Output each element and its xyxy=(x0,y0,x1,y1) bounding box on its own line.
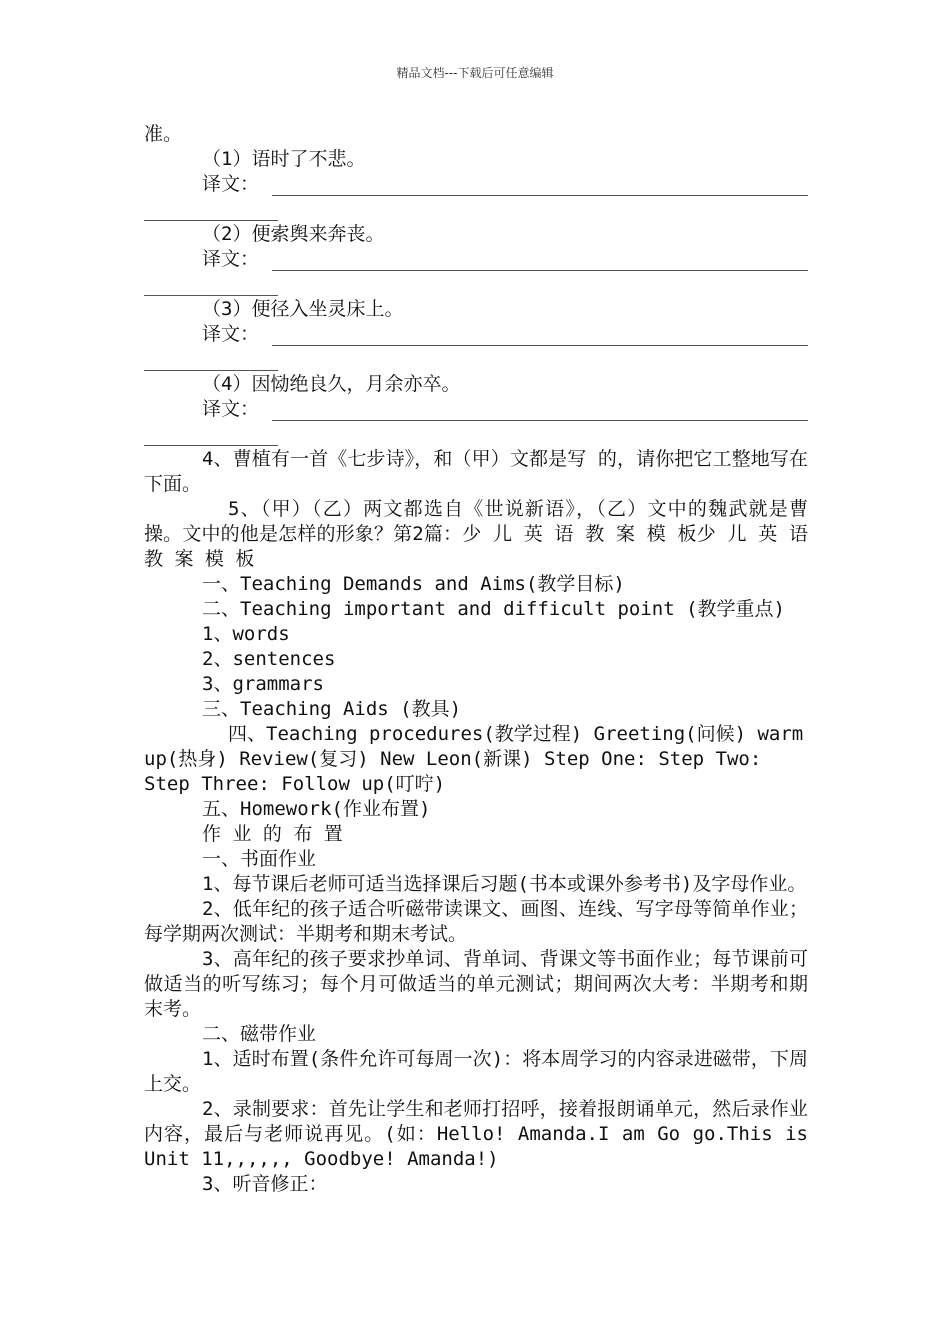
translation-label: 译文： xyxy=(202,248,260,270)
document-body xyxy=(144,122,808,1197)
question-1: （1）语时了不悲。 xyxy=(202,148,366,170)
question-paragraph-5: 5、（甲）（乙）两文都选自《世说新语》，（乙）文中的魏武就是曹操。文中的他是怎样的形象？第2篇：少 儿 英 语 教 案 模 板少 儿 英 语 教 案 模 板 xyxy=(144,498,808,570)
section-heading: 二、Teaching important and difficult point (教学重点) xyxy=(202,598,785,620)
paragraph: 1、每节课后老师可适当选择课后习题(书本或课外参考书)及字母作业。 xyxy=(202,873,807,895)
list-item: 2、sentences xyxy=(202,648,336,670)
question-3: （3）便径入坐灵床上。 xyxy=(202,298,404,320)
translation-blank-2 xyxy=(144,247,808,297)
answer-line xyxy=(272,195,808,196)
section-paragraph: 四、Teaching procedures(教学过程) Greeting(问候) warm up(热身) Review(复习) New Leon(新课) Step One: Step Two: Step Three: Follow up(叮咛) xyxy=(144,723,804,795)
paragraph: 3、听音修正： xyxy=(202,1173,328,1195)
translation-blank-3 xyxy=(144,322,808,372)
question-2: （2）便索舆来奔丧。 xyxy=(202,223,385,245)
answer-line xyxy=(144,295,278,296)
list-item: 1、words xyxy=(202,623,290,645)
section-heading: 一、Teaching Demands and Aims(教学目标) xyxy=(202,573,625,595)
paragraph: 2、低年纪的孩子适合听磁带读课文、画图、连线、写字母等简单作业；每学期两次测试：半期考和期末考试。 xyxy=(144,898,808,945)
section-heading: 一、书面作业 xyxy=(202,848,317,870)
section-heading: 二、磁带作业 xyxy=(202,1023,317,1045)
section-heading: 三、Teaching Aids (教具) xyxy=(202,698,462,720)
translation-blank-4 xyxy=(144,397,808,447)
translation-label: 译文： xyxy=(202,173,260,195)
section-heading: 五、Homework(作业布置) xyxy=(202,798,431,820)
answer-line xyxy=(272,270,808,271)
homework-title: 作 业 的 布 置 xyxy=(202,823,343,845)
paragraph: 2、录制要求：首先让学生和老师打招呼，接着报朗诵单元，然后录作业内容，最后与老师说再见。(如：Hello! Amanda.I am Go go.This is Unit 11,,,,,, Goodbye! Amanda!) xyxy=(144,1098,808,1170)
answer-line xyxy=(144,220,278,221)
list-item: 3、grammars xyxy=(202,673,324,695)
paragraph: 3、高年纪的孩子要求抄单词、背单词、背课文等书面作业；每节课前可做适当的听写练习；每个月可做适当的单元测试；期间两次大考：半期考和期末考。 xyxy=(144,948,808,1020)
translation-blank-1 xyxy=(144,172,808,222)
question-4: （4）因恸绝良久，月余亦卒。 xyxy=(202,373,461,395)
paragraph: 1、适时布置(条件允许可每周一次)：将本周学习的内容录进磁带，下周上交。 xyxy=(144,1048,808,1095)
answer-line xyxy=(272,420,808,421)
answer-line xyxy=(144,445,278,446)
translation-label: 译文： xyxy=(202,323,260,345)
answer-line xyxy=(144,370,278,371)
page-header: 精品文档---下载后可任意编辑 xyxy=(396,66,554,80)
answer-line xyxy=(272,345,808,346)
text-line: 准。 xyxy=(144,123,183,145)
question-paragraph-4: 4、曹植有一首《七步诗》，和（甲）文都是写 的，请你把它工整地写在下面。 xyxy=(144,448,808,495)
translation-label: 译文： xyxy=(202,398,260,420)
